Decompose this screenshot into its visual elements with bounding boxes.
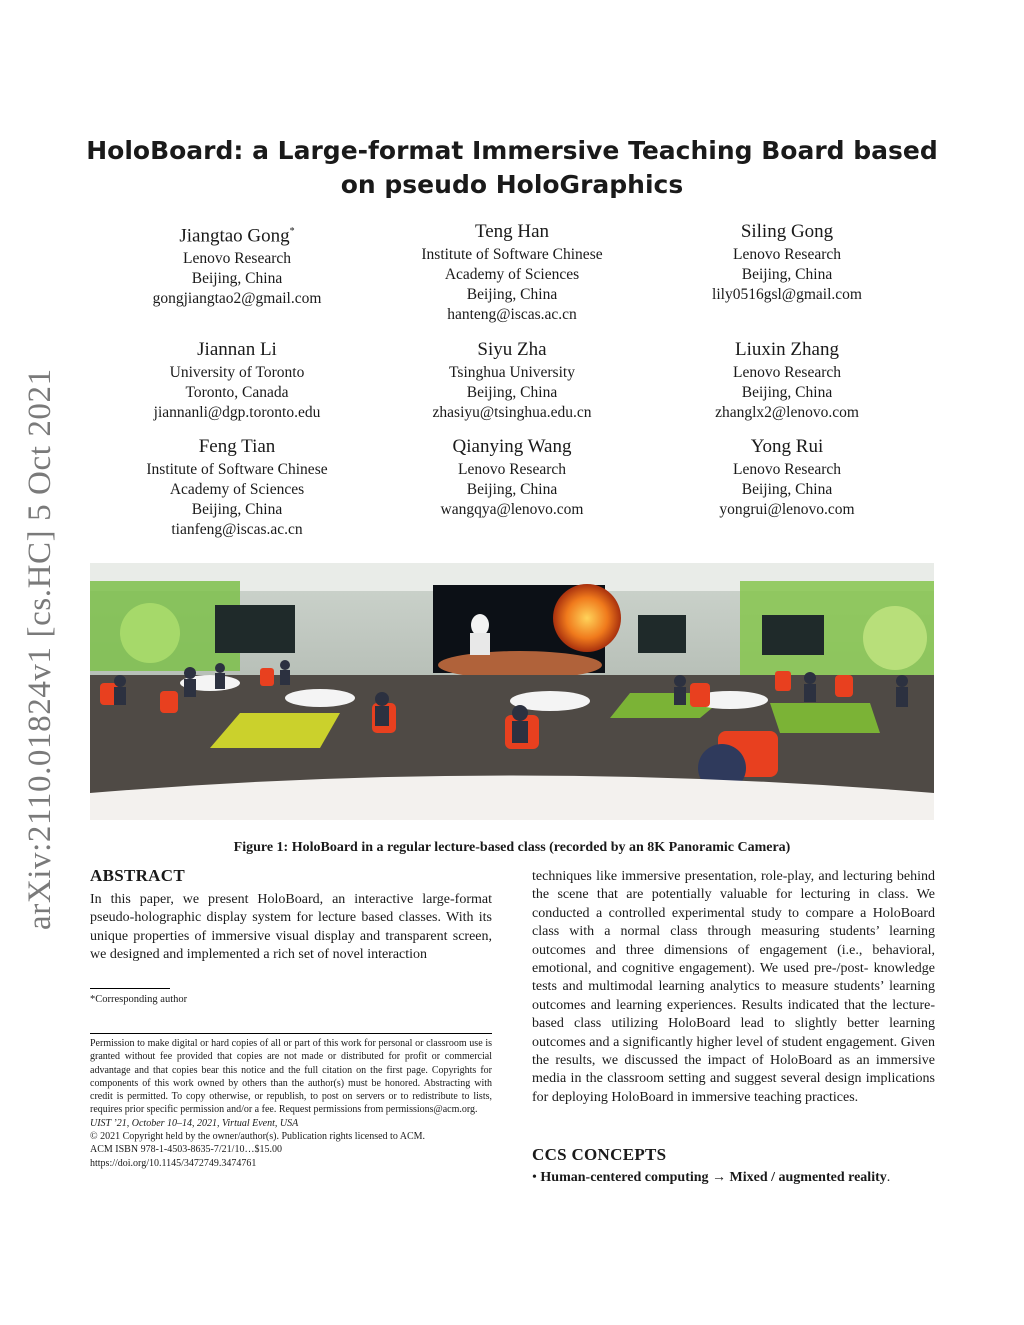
author-email[interactable]: wangqya@lenovo.com (440, 501, 584, 518)
author-block (637, 338, 937, 423)
copyright-line: © 2021 Copyright held by the owner/author(s). Publication rights licensed to ACM. (90, 1131, 426, 1143)
arxiv-watermark: arXiv:2110.01824v1 [cs.HC] 5 Oct 2021 (22, 368, 58, 930)
author-name: Yong Rui (750, 436, 824, 457)
abstract-text-left: In this paper, we present HoloBoard, an interactive large-format pseudo-holographic display system for lecture based classes. With its unique properties of immersive visual display and transparent screen, we designed and implemented a rich set of novel interaction (90, 892, 492, 963)
table (285, 689, 355, 707)
author-email[interactable]: zhanglx2@lenovo.com (715, 404, 859, 421)
author-email[interactable]: yongrui@lenovo.com (719, 501, 855, 518)
author-name: Teng Han (474, 221, 550, 242)
author-affiliation: Lenovo Research (732, 246, 842, 263)
author-name: Jiannan Li (197, 339, 277, 360)
wall-decoration (863, 606, 927, 670)
author-name: Siling Gong (740, 221, 834, 242)
ccs-concepts (532, 1170, 890, 1186)
author-affiliation: Institute of Software Chinese Academy of Sciences (421, 246, 603, 283)
astronaut-hologram (470, 633, 490, 655)
author-email[interactable]: gongjiangtao2@gmail.com (152, 290, 322, 308)
author-affiliation: Institute of Software Chinese Academy of Sciences (146, 461, 328, 498)
author-email[interactable]: jiannanli@dgp.toronto.edu (153, 404, 321, 421)
author-location: Beijing, China (466, 384, 558, 401)
author-location: Beijing, China (191, 270, 283, 288)
author-affiliation: University of Toronto (169, 364, 305, 381)
figure-panorama (90, 563, 934, 820)
author-location: Beijing, China (741, 481, 833, 498)
author-block (637, 435, 937, 520)
green-mat (770, 703, 880, 733)
author-affiliation: Lenovo Research (732, 461, 842, 478)
author-email[interactable]: zhasiyu@tsinghua.edu.cn (432, 404, 592, 421)
author-affiliation: Tsinghua University (449, 364, 575, 381)
conference-line: UIST ’21, October 10–14, 2021, Virtual Event, USA (90, 1117, 299, 1129)
author-block (637, 220, 937, 305)
author-block (87, 338, 387, 423)
planet-surface (438, 651, 602, 679)
author-block (362, 338, 662, 423)
footnote-rule (90, 988, 170, 989)
author-affiliation: Lenovo Research (457, 461, 567, 478)
author-block (87, 435, 387, 540)
tv-screen (638, 615, 686, 653)
paper-title: HoloBoard: a Large-format Immersive Teaching Board based on pseudo HoloGraphics (86, 136, 938, 199)
author-email[interactable]: lily0516gsl@gmail.com (712, 286, 862, 303)
author-block (87, 220, 387, 309)
wall-decoration (120, 603, 180, 663)
author-location: Beijing, China (466, 286, 558, 303)
corresponding-author-footnote: *Corresponding author (90, 994, 188, 1005)
author-affiliation: Lenovo Research (182, 250, 292, 268)
permission-block (90, 1037, 492, 1170)
author-affiliation: Lenovo Research (732, 364, 842, 381)
author-email[interactable]: tianfeng@iscas.ac.cn (171, 521, 303, 538)
abstract-text-right: techniques like immersive presentation, role-play, and lecturing behind the scene that are potentially valuable for lecturing in class. We conducted a controlled experimental study to compare a HoloBoard class with a normal class through measuring students’ learning outcomes and three dimensions of engagement (i.e., behavioral, emotional, and cognitive engagement). We used pre-/post- knowledge tests and multimodal learning analytics to measure students’ learning outcomes and learning experiences. Results indicated that the lecture-based class utilizing HoloBoard lead to slightly better learning outcomes and a significantly higher level of student engagement. Given the results, we discussed the impact of HoloBoard as an immersive media in the classroom setting and suggest several design implications for deploying HoloBoard in immersive teaching practices. (532, 869, 935, 1105)
ccs-heading: CCS CONCEPTS (532, 1145, 667, 1164)
ccs-end: . (886, 1170, 891, 1185)
author-location: Beijing, China (741, 266, 833, 283)
abstract-heading: ABSTRACT (90, 866, 185, 885)
author-location: Beijing, China (466, 481, 558, 498)
author-location: Beijing, China (191, 501, 283, 518)
permission-rule (90, 1033, 492, 1034)
classroom-panorama-image (90, 563, 934, 820)
author-name: Liuxin Zhang (735, 339, 839, 360)
astronaut-hologram (471, 614, 489, 636)
ccs-bullet: • (532, 1170, 537, 1185)
author-block (362, 220, 662, 325)
author-email[interactable]: hanteng@iscas.ac.cn (447, 306, 577, 323)
arrow-icon: → (712, 1170, 727, 1185)
isbn-line: ACM ISBN 978-1-4503-8635-7/21/10…$15.00 (90, 1144, 282, 1156)
tv-screen (215, 605, 295, 653)
doi-link[interactable]: https://doi.org/10.1145/3472749.3474761 (90, 1157, 257, 1169)
tv-screen (762, 615, 824, 655)
permission-text: Permission to make digital or hard copies of all or part of this work for personal or classroom use is granted without fee provided that copies are not made or distributed for profit or commercial advantage and that copies bear this notice and the full citation on the first page. Copyrights for components of this work owned by others than the author(s) must be honored. Abstracting with credit is permitted. To copy otherwise, or republish, to post on servers or to redistribute to lists, requires prior specific permission and/or a fee. Request permissions from permissions@acm.org. (90, 1038, 492, 1116)
author-location: Toronto, Canada (185, 384, 289, 401)
author-name: Qianying Wang (452, 436, 572, 457)
author-block (362, 435, 662, 520)
ccs-term: Mixed / augmented reality (729, 1170, 887, 1185)
author-name: Siyu Zha (477, 339, 547, 360)
author-name: Jiangtao Gong* (179, 225, 295, 247)
author-location: Beijing, China (741, 384, 833, 401)
figure-caption: Figure 1: HoloBoard in a regular lecture-based class (recorded by an 8K Panoramic Camera) (233, 840, 791, 855)
ccs-term: Human-centered computing (540, 1170, 709, 1185)
sun-hologram (553, 584, 621, 652)
author-name: Feng Tian (198, 436, 276, 457)
